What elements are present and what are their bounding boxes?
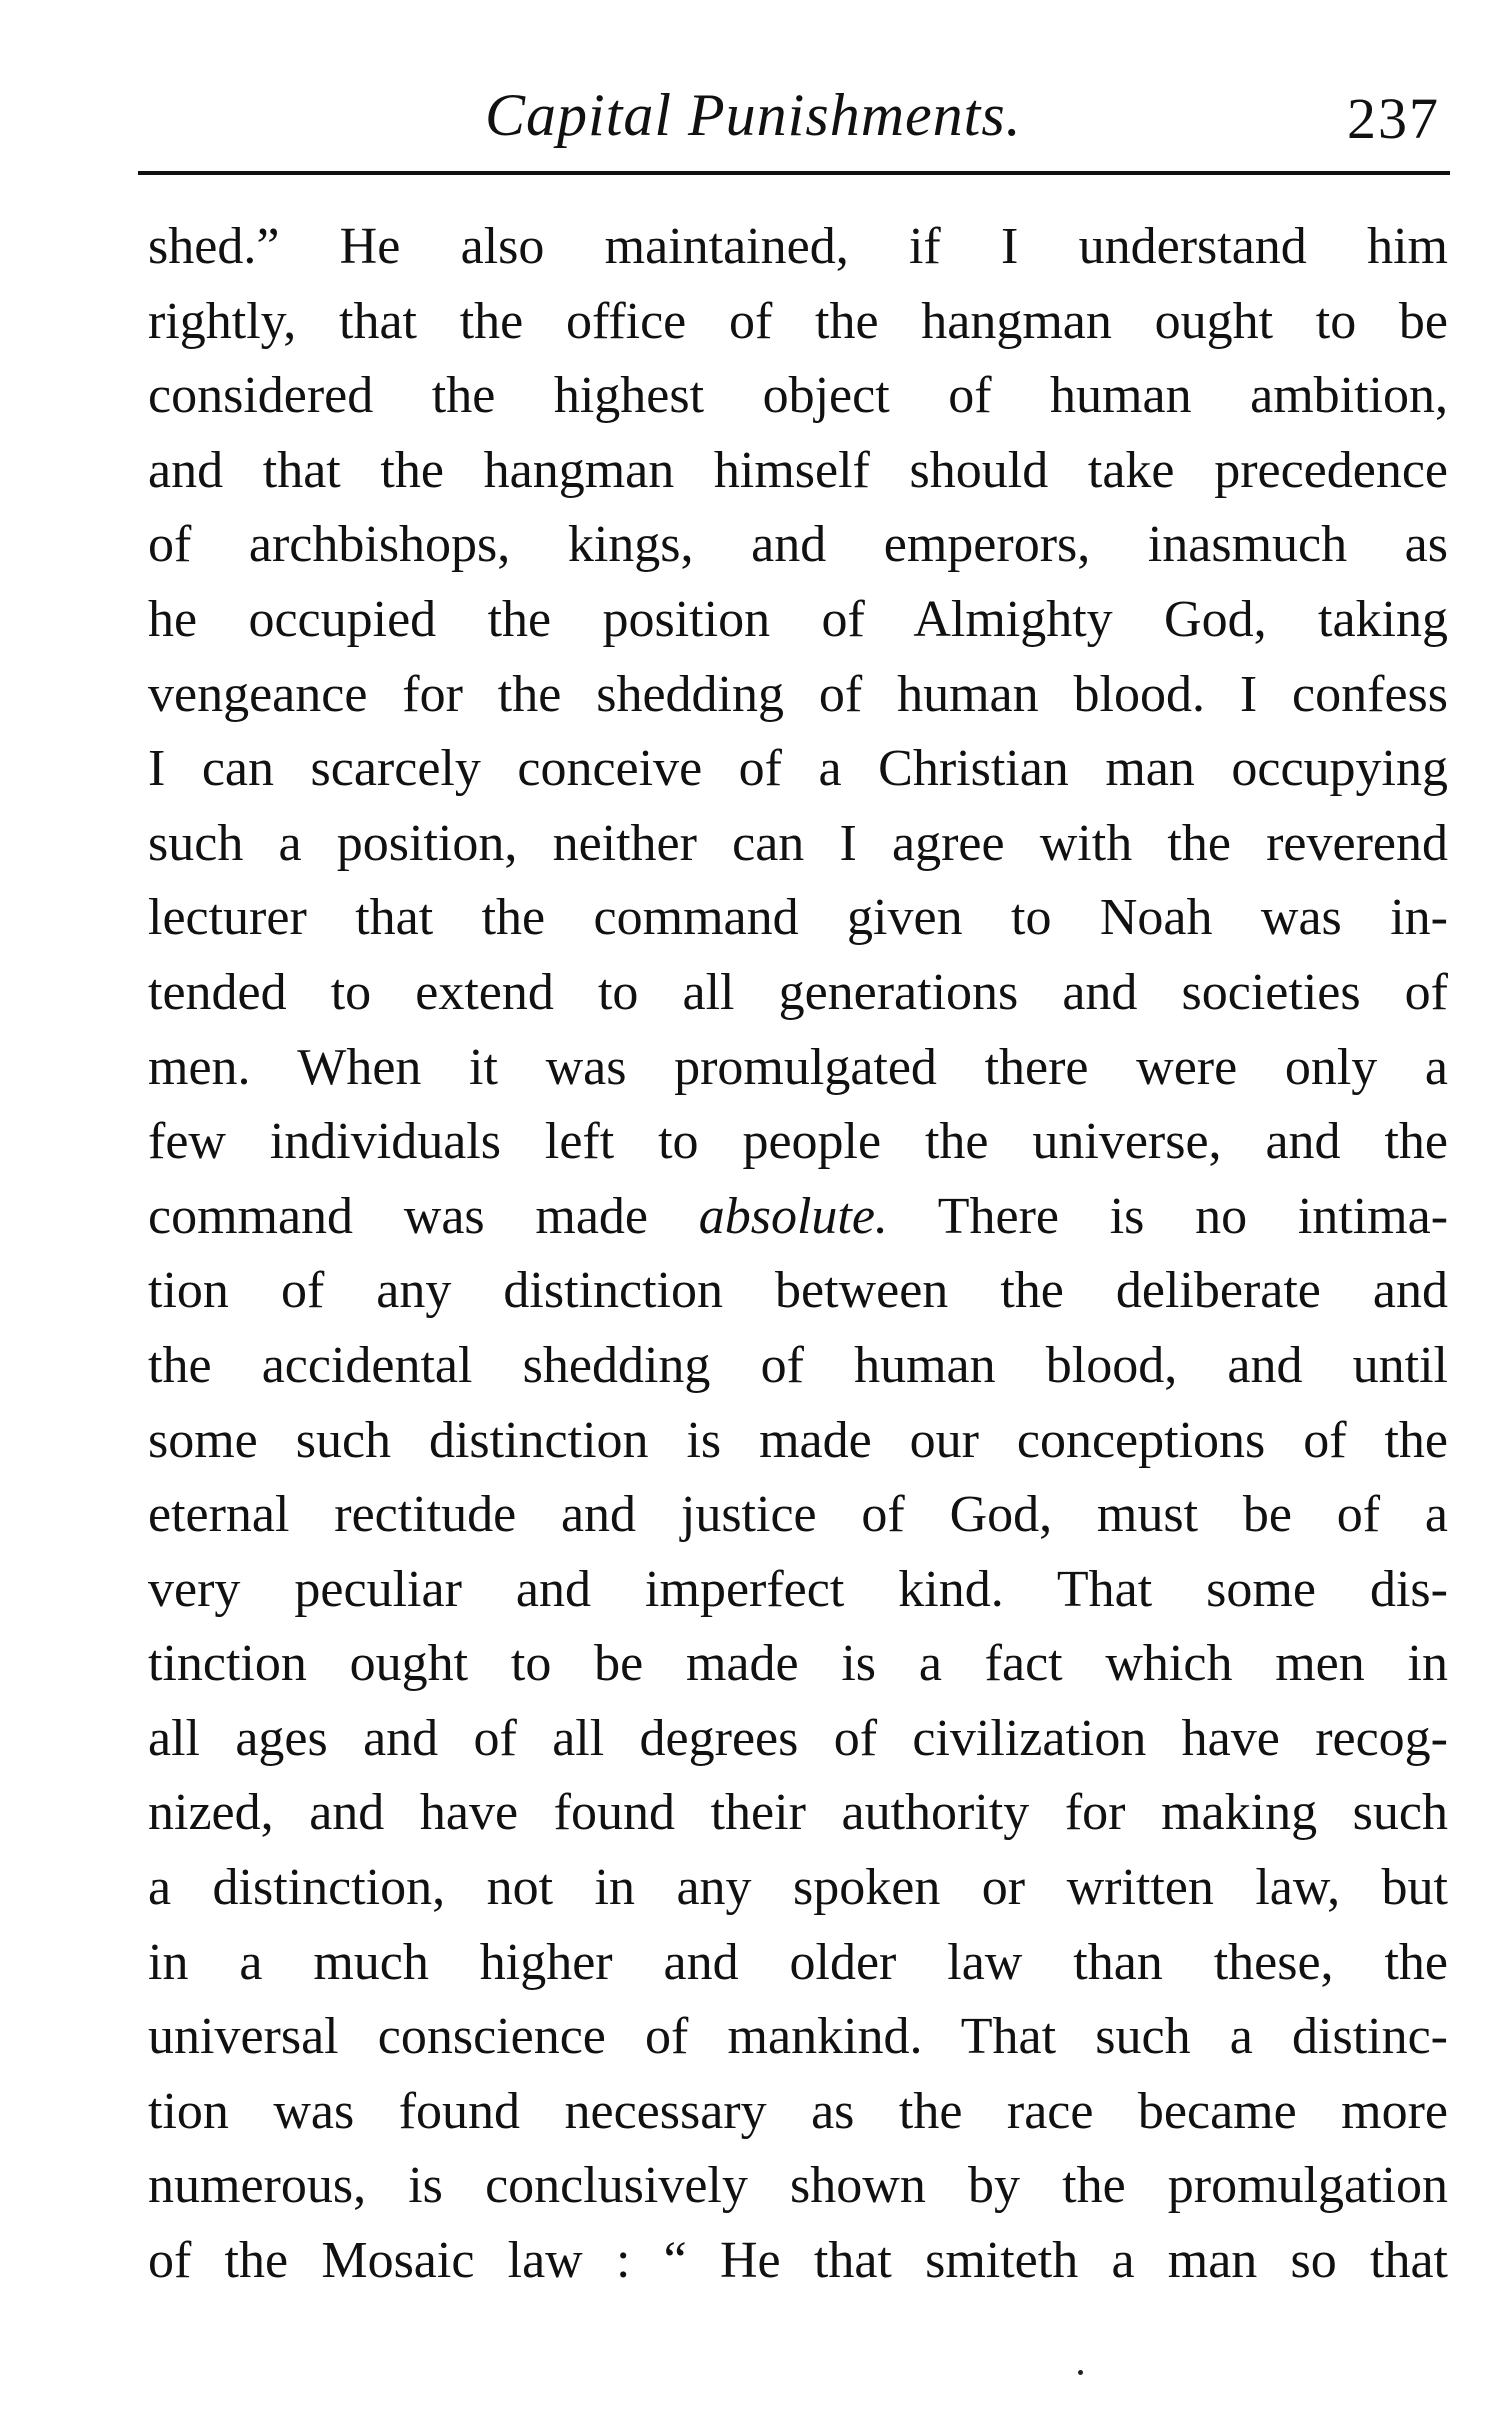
text-line: men. When it was promulgated there were only a [148,1038,1448,1096]
text-line: the accidental shedding of human blood, and until [148,1336,1448,1394]
text-line: numerous, is conclusively shown by the promulgation [148,2157,1448,2215]
text-line: I can scarcely conceive of a Christian man occupying [148,740,1448,798]
text-line: considered the highest object of human ambition, [148,367,1448,425]
running-head [140,70,1450,160]
running-title: Capital Punishments. [485,82,1022,148]
text-line: few individuals left to people the universe, and the [148,1113,1448,1171]
text-line: tinction ought to be made is a fact which men in [148,1635,1448,1693]
text-line-with-italic [148,1180,1448,1255]
text-line: vengeance for the shedding of human blood. I confess [148,665,1448,723]
text-line: all ages and of all degrees of civilization have recog- [148,1709,1448,1767]
text-line: such a position, neither can I agree with the reverend [148,814,1448,872]
text-line: rightly, that the office of the hangman ought to be [148,292,1448,350]
header-rule [138,171,1450,175]
text-fragment: There is no intima- [887,1187,1449,1245]
text-line: of the Mosaic law : “ He that smiteth a man so that [148,2232,1448,2290]
text-fragment: command was made [148,1187,699,1245]
text-line: tion was found necessary as the race became more [148,2082,1448,2140]
body-text [148,210,1448,2299]
text-line: in a much higher and older law than these, the [148,1933,1448,1991]
text-line: of archbishops, kings, and emperors, inasmuch as [148,516,1448,574]
text-line: he occupied the position of Almighty God, taking [148,590,1448,648]
page-number: 237 [1347,86,1440,151]
text-line: and that the hangman himself should take precedence [148,441,1448,499]
italic-emphasis: absolute. [698,1187,888,1245]
text-line: tion of any distinction between the deliberate and [148,1262,1448,1320]
ink-speck [1078,2370,1083,2375]
text-line: a distinction, not in any spoken or written law, but [148,1859,1448,1917]
text-line: eternal rectitude and justice of God, must be of a [148,1486,1448,1544]
text-line: universal conscience of mankind. That such a distinc- [148,2008,1448,2066]
text-line: lecturer that the command given to Noah was in- [148,889,1448,947]
text-line: some such distinction is made our conceptions of the [148,1411,1448,1469]
text-line: very peculiar and imperfect kind. That some dis- [148,1560,1448,1618]
text-line: shed.” He also maintained, if I understand him [148,218,1448,275]
text-line: nized, and have found their authority for making such [148,1784,1448,1842]
text-line: tended to extend to all generations and societies of [148,963,1448,1021]
